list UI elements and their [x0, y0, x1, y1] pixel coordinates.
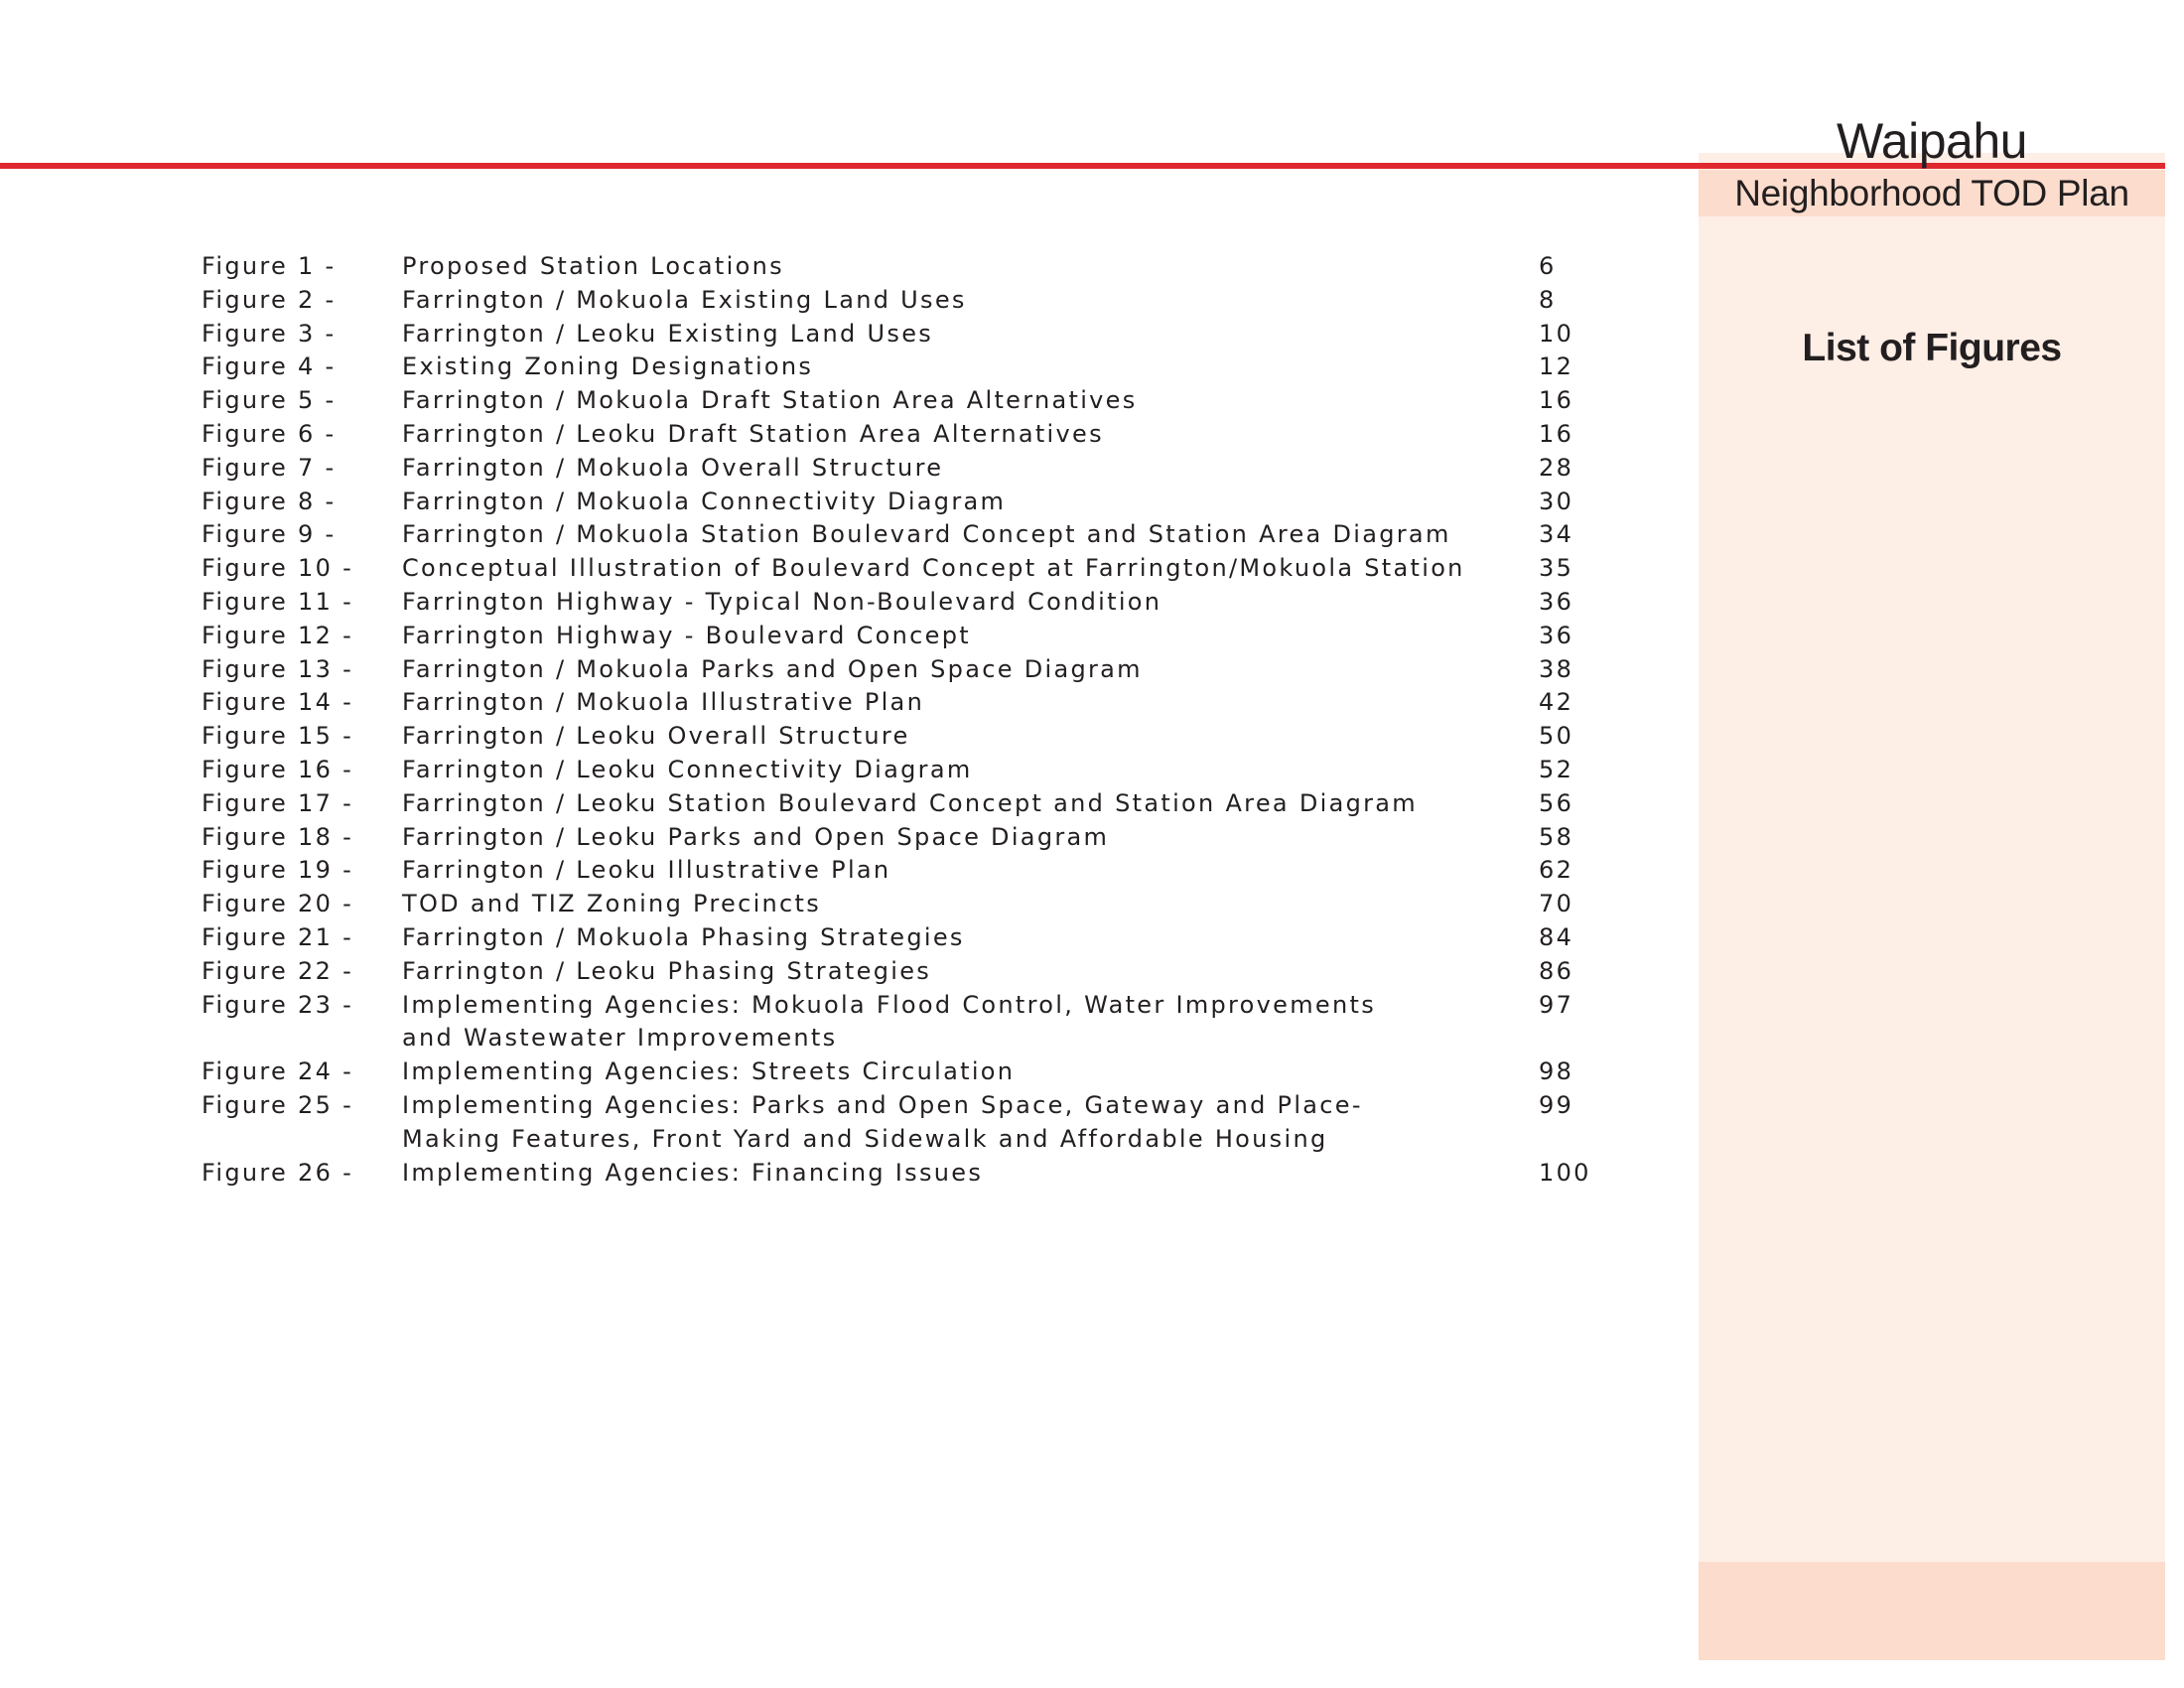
figure-entry [202, 552, 1631, 586]
figure-entry [202, 653, 1631, 687]
figure-page-number: 100 [1539, 1158, 1591, 1187]
figure-number: Figure 15 - [202, 722, 354, 751]
figure-title: Farrington / Leoku Illustrative Plan [402, 856, 891, 885]
figure-page-number: 34 [1539, 520, 1574, 549]
figure-title: Farrington / Mokuola Illustrative Plan [402, 688, 925, 717]
figure-page-number: 16 [1539, 419, 1574, 448]
sidebar-footer-band [1699, 1562, 2165, 1660]
figure-page-number: 10 [1539, 319, 1574, 348]
figure-page-number: 98 [1539, 1057, 1574, 1086]
figure-number: Figure 3 - [202, 319, 337, 348]
figure-number: Figure 24 - [202, 1057, 354, 1086]
figure-number: Figure 2 - [202, 285, 337, 314]
figure-entry [202, 955, 1631, 989]
figure-number: Figure 10 - [202, 554, 354, 583]
figure-page-number: 50 [1539, 722, 1574, 751]
figure-title: Implementing Agencies: Mokuola Flood Control, Water Improvements and Wastewater Improvements [402, 990, 1376, 1053]
figure-title: Conceptual Illustration of Boulevard Concept at Farrington/Mokuola Station [402, 554, 1465, 583]
figure-title: Farrington Highway - Boulevard Concept [402, 621, 971, 649]
figure-entry [202, 754, 1631, 787]
figure-entry [202, 821, 1631, 855]
figure-number: Figure 26 - [202, 1158, 354, 1187]
figure-title: Farrington / Leoku Phasing Strategies [402, 956, 932, 985]
figure-page-number: 30 [1539, 487, 1574, 515]
figure-entry [202, 1055, 1631, 1089]
figure-page-number: 86 [1539, 956, 1574, 985]
figure-entry [202, 284, 1631, 318]
figure-title: Farrington / Leoku Existing Land Uses [402, 319, 934, 348]
figure-number: Figure 21 - [202, 922, 354, 951]
figure-title: Farrington / Mokuola Parks and Open Space Diagram [402, 654, 1143, 683]
figure-entry [202, 888, 1631, 921]
figure-page-number: 28 [1539, 453, 1574, 482]
brand-subtitle: Neighborhood TOD Plan [1734, 173, 2129, 213]
figure-entry [202, 854, 1631, 888]
figure-entry [202, 318, 1631, 352]
figure-entry [202, 720, 1631, 754]
figure-page-number: 38 [1539, 654, 1574, 683]
figure-entry [202, 787, 1631, 821]
figure-entry [202, 250, 1631, 284]
figure-number: Figure 12 - [202, 621, 354, 649]
figure-number: Figure 1 - [202, 252, 337, 280]
figure-title: Farrington / Leoku Connectivity Diagram [402, 755, 973, 783]
figure-title: Farrington / Mokuola Phasing Strategies [402, 922, 965, 951]
figure-page-number: 36 [1539, 621, 1574, 649]
figure-number: Figure 13 - [202, 654, 354, 683]
figure-number: Figure 19 - [202, 856, 354, 885]
figure-number: Figure 18 - [202, 822, 354, 851]
figure-page-number: 8 [1539, 285, 1557, 314]
figure-page-number: 52 [1539, 755, 1574, 783]
figure-page-number: 16 [1539, 386, 1574, 415]
figure-number: Figure 4 - [202, 352, 337, 381]
figure-number: Figure 6 - [202, 419, 337, 448]
figure-title: Farrington / Mokuola Existing Land Uses [402, 285, 967, 314]
figure-page-number: 70 [1539, 890, 1574, 918]
figure-number: Figure 14 - [202, 688, 354, 717]
figure-page-number: 42 [1539, 688, 1574, 717]
figure-title: Farrington / Mokuola Connectivity Diagram [402, 487, 1007, 515]
figure-entry [202, 989, 1631, 1056]
figure-title: Implementing Agencies: Streets Circulation [402, 1057, 1016, 1086]
figure-page-number: 58 [1539, 822, 1574, 851]
figure-entry [202, 620, 1631, 653]
figure-title: Implementing Agencies: Parks and Open Space, Gateway and Place- Making Features, Front Yard and Sidewalk and Affordable Housing [402, 1090, 1363, 1153]
figure-number: Figure 11 - [202, 587, 354, 616]
figure-number: Figure 8 - [202, 487, 337, 515]
figure-number: Figure 7 - [202, 453, 337, 482]
figure-list [202, 250, 1631, 1190]
figure-page-number: 84 [1539, 922, 1574, 951]
figure-title: Proposed Station Locations [402, 252, 784, 280]
figure-number: Figure 16 - [202, 755, 354, 783]
figure-entry [202, 1157, 1631, 1191]
figure-page-number: 36 [1539, 587, 1574, 616]
figure-number: Figure 20 - [202, 890, 354, 918]
figure-number: Figure 22 - [202, 956, 354, 985]
figure-page-number: 62 [1539, 856, 1574, 885]
sidebar-panel [1699, 153, 2165, 1660]
figure-entry [202, 586, 1631, 620]
figure-entry [202, 418, 1631, 452]
figure-title: Farrington Highway - Typical Non-Boulevard Condition [402, 587, 1162, 616]
figure-number: Figure 5 - [202, 386, 337, 415]
figure-title: Farrington / Leoku Overall Structure [402, 722, 910, 751]
figure-title: Farrington / Leoku Draft Station Area Alternatives [402, 419, 1104, 448]
figure-page-number: 97 [1539, 990, 1574, 1019]
figure-number: Figure 23 - [202, 990, 354, 1019]
figure-page-number: 12 [1539, 352, 1574, 381]
figure-page-number: 56 [1539, 788, 1574, 817]
figure-number: Figure 25 - [202, 1090, 354, 1119]
figure-entry [202, 452, 1631, 486]
figure-entry [202, 486, 1631, 519]
figure-entry [202, 351, 1631, 384]
figure-title: Farrington / Leoku Parks and Open Space Diagram [402, 822, 1110, 851]
figure-number: Figure 17 - [202, 788, 354, 817]
figure-entry [202, 518, 1631, 552]
figure-entry [202, 384, 1631, 418]
figure-title: Farrington / Leoku Station Boulevard Concept and Station Area Diagram [402, 788, 1418, 817]
figure-page-number: 99 [1539, 1090, 1574, 1119]
figure-entry [202, 921, 1631, 955]
brand-title: Waipahu [1837, 113, 2027, 169]
figure-title: Farrington / Mokuola Draft Station Area Alternatives [402, 386, 1138, 415]
figure-title: Implementing Agencies: Financing Issues [402, 1158, 984, 1187]
figure-title: TOD and TIZ Zoning Precincts [402, 890, 822, 918]
figure-number: Figure 9 - [202, 520, 337, 549]
figure-title: Existing Zoning Designations [402, 352, 814, 381]
figure-title: Farrington / Mokuola Overall Structure [402, 453, 944, 482]
figure-entry [202, 1089, 1631, 1157]
figure-page-number: 6 [1539, 252, 1557, 280]
figure-page-number: 35 [1539, 554, 1574, 583]
figure-title: Farrington / Mokuola Station Boulevard Concept and Station Area Diagram [402, 520, 1451, 549]
figure-entry [202, 686, 1631, 720]
section-heading: List of Figures [1802, 327, 2062, 369]
